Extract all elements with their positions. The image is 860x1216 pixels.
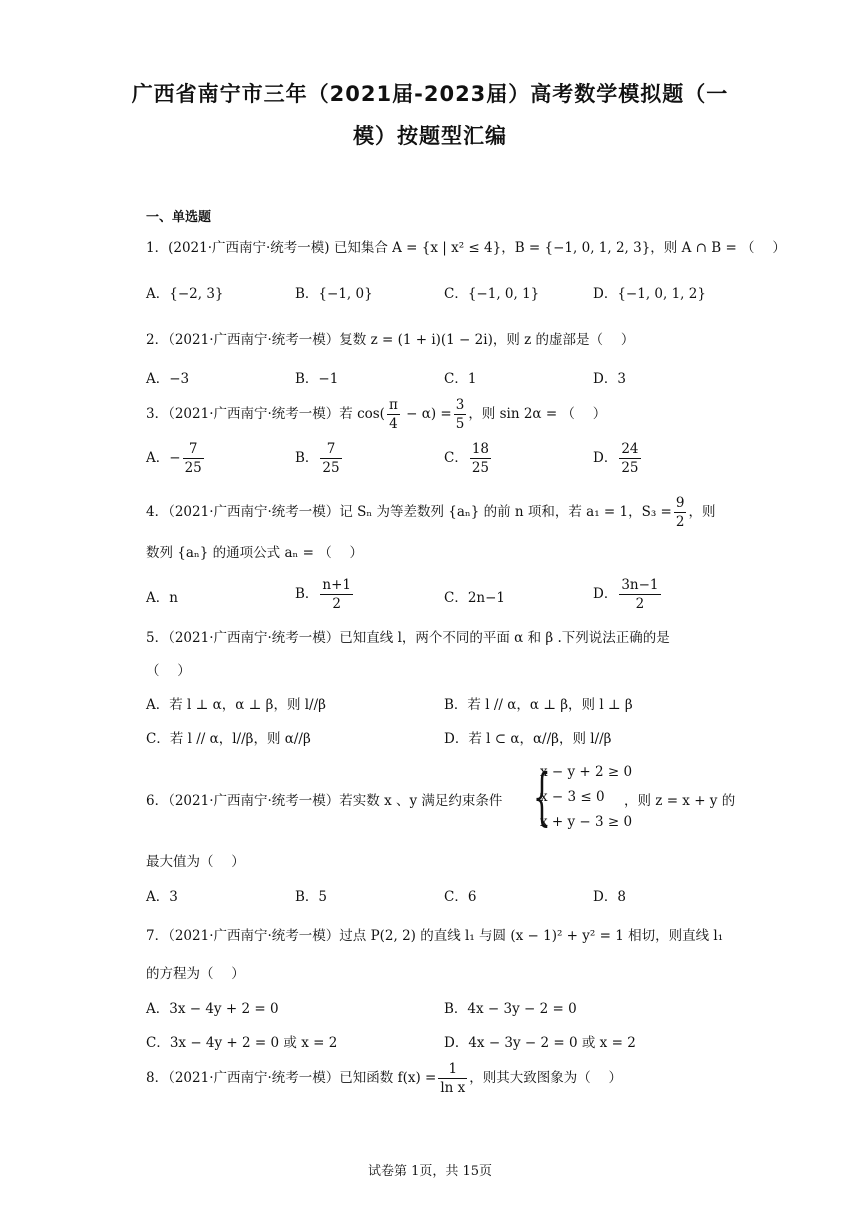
question-4-stem-line1: 4．（2021·广西南宁·统考一模）记 Sₙ 为等差数列 {aₙ} 的前 n 项和，若 a₁ = 1，S₃ = $\frac{9}{2}$ ，则 <box>146 495 716 530</box>
section-heading: 一、单选题 <box>146 210 212 225</box>
question-7-stem-line1: 7．（2021·广西南宁·统考一模）过点 P(2, 2) 的直线 l₁ 与圆 (x − 1)² + y² = 1 相切，则直线 l₁ <box>146 928 724 944</box>
q4-option-d: D． $\frac{3n-1}{2}$ <box>593 577 659 612</box>
q3-option-c: C． $\frac{18}{25}$ <box>444 441 490 476</box>
question-6-stem-prefix: 6．（2021·广西南宁·统考一模）若实数 x 、y 满足约束条件 <box>146 793 503 809</box>
constraint-3: x + y − 3 ≥ 0 <box>540 814 633 830</box>
question-5-stem-line1: 5．（2021·广西南宁·统考一模）已知直线 l，两个不同的平面 α 和 β .下列说法正确的是 <box>146 630 670 646</box>
question-2-stem: 2．（2021·广西南宁·统考一模）复数 z = (1 + i)(1 − 2i)，则 z 的虚部是（ ） <box>146 332 635 348</box>
q4-option-c: C．2n−1 <box>444 590 506 606</box>
q3-option-d: D． $\frac{24}{25}$ <box>593 441 639 476</box>
question-7-stem-line2: 的方程为（ ） <box>146 966 245 982</box>
q3-option-a: A．− $\frac{7}{25}$ <box>146 441 202 476</box>
brace-symbol: { <box>533 760 551 833</box>
q1-option-a: A．{−2, 3} <box>146 286 224 302</box>
q1-option-c: C．{−1, 0, 1} <box>444 286 540 302</box>
q3-option-b: B． $\frac{7}{25}$ <box>295 441 340 476</box>
q6-option-d: D．8 <box>593 889 626 905</box>
q2-option-a: A．−3 <box>146 371 190 387</box>
q6-option-c: C．6 <box>444 889 477 905</box>
constraint-2: x − 3 ≤ 0 <box>540 789 605 805</box>
q6-option-a: A．3 <box>146 889 178 905</box>
question-3-stem: 3．（2021·广西南宁·统考一模）若 cos( $\frac{\pi}{4}$ − α) = $\frac{3}{5}$ ，则 sin 2α = （ ） <box>146 397 607 432</box>
q7-option-b: B．4x − 3y − 2 = 0 <box>444 1001 577 1017</box>
q7-option-c: C．3x − 4y + 2 = 0 或 x = 2 <box>146 1035 338 1051</box>
q1-option-b: B．{−1, 0} <box>295 286 373 302</box>
q6-option-b: B．5 <box>295 889 328 905</box>
q5-option-d: D．若 l ⊂ α，α//β，则 l//β <box>444 731 612 747</box>
q1-option-d: D．{−1, 0, 1, 2} <box>593 286 706 302</box>
fraction: $\frac{\pi}{4}$ <box>388 397 398 432</box>
q5-option-c: C．若 l // α，l//β，则 α//β <box>146 731 311 747</box>
page-footer: 试卷第 1页，共 15页 <box>367 1164 493 1179</box>
constraint-1: x − y + 2 ≥ 0 <box>540 764 633 780</box>
q7-option-a: A．3x − 4y + 2 = 0 <box>146 1001 279 1017</box>
q7-option-d: D．4x − 3y − 2 = 0 或 x = 2 <box>444 1035 636 1051</box>
q2-option-b: B．−1 <box>295 371 339 387</box>
document-title-line2: 模）按题型汇编 <box>353 124 507 148</box>
q2-option-d: D．3 <box>593 371 626 387</box>
q5-option-a: A．若 l ⊥ α，α ⊥ β，则 l//β <box>146 697 326 713</box>
q4-option-a: A．n <box>146 590 178 606</box>
q5-option-b: B．若 l // α，α ⊥ β，则 l ⊥ β <box>444 697 633 713</box>
question-8-stem: 8．（2021·广西南宁·统考一模）已知函数 f(x) = $\frac{1}{\text{ln x}}$ ，则其大致图象为（ ） <box>146 1061 623 1096</box>
question-4-stem-line2: 数列 {aₙ} 的通项公式 aₙ = （ ） <box>146 545 364 561</box>
question-5-stem-line2: （ ） <box>146 663 191 679</box>
q4-option-b: B． $\frac{n+1}{2}$ <box>295 577 352 612</box>
q2-option-c: C．1 <box>444 371 477 387</box>
document-title-line1: 广西省南宁市三年（2021届-2023届）高考数学模拟题（一 <box>131 82 729 106</box>
question-6-stem-suffix: ，则 z = x + y 的 <box>624 793 736 809</box>
fraction: $\frac{3}{5}$ <box>455 397 465 432</box>
question-1-stem: 1．(2021·广西南宁·统考一模) 已知集合 A = {x | x² ≤ 4}，B = {−1, 0, 1, 2, 3}，则 A ∩ B = （ ） <box>146 240 786 256</box>
question-6-stem-line2: 最大值为（ ） <box>146 854 245 870</box>
